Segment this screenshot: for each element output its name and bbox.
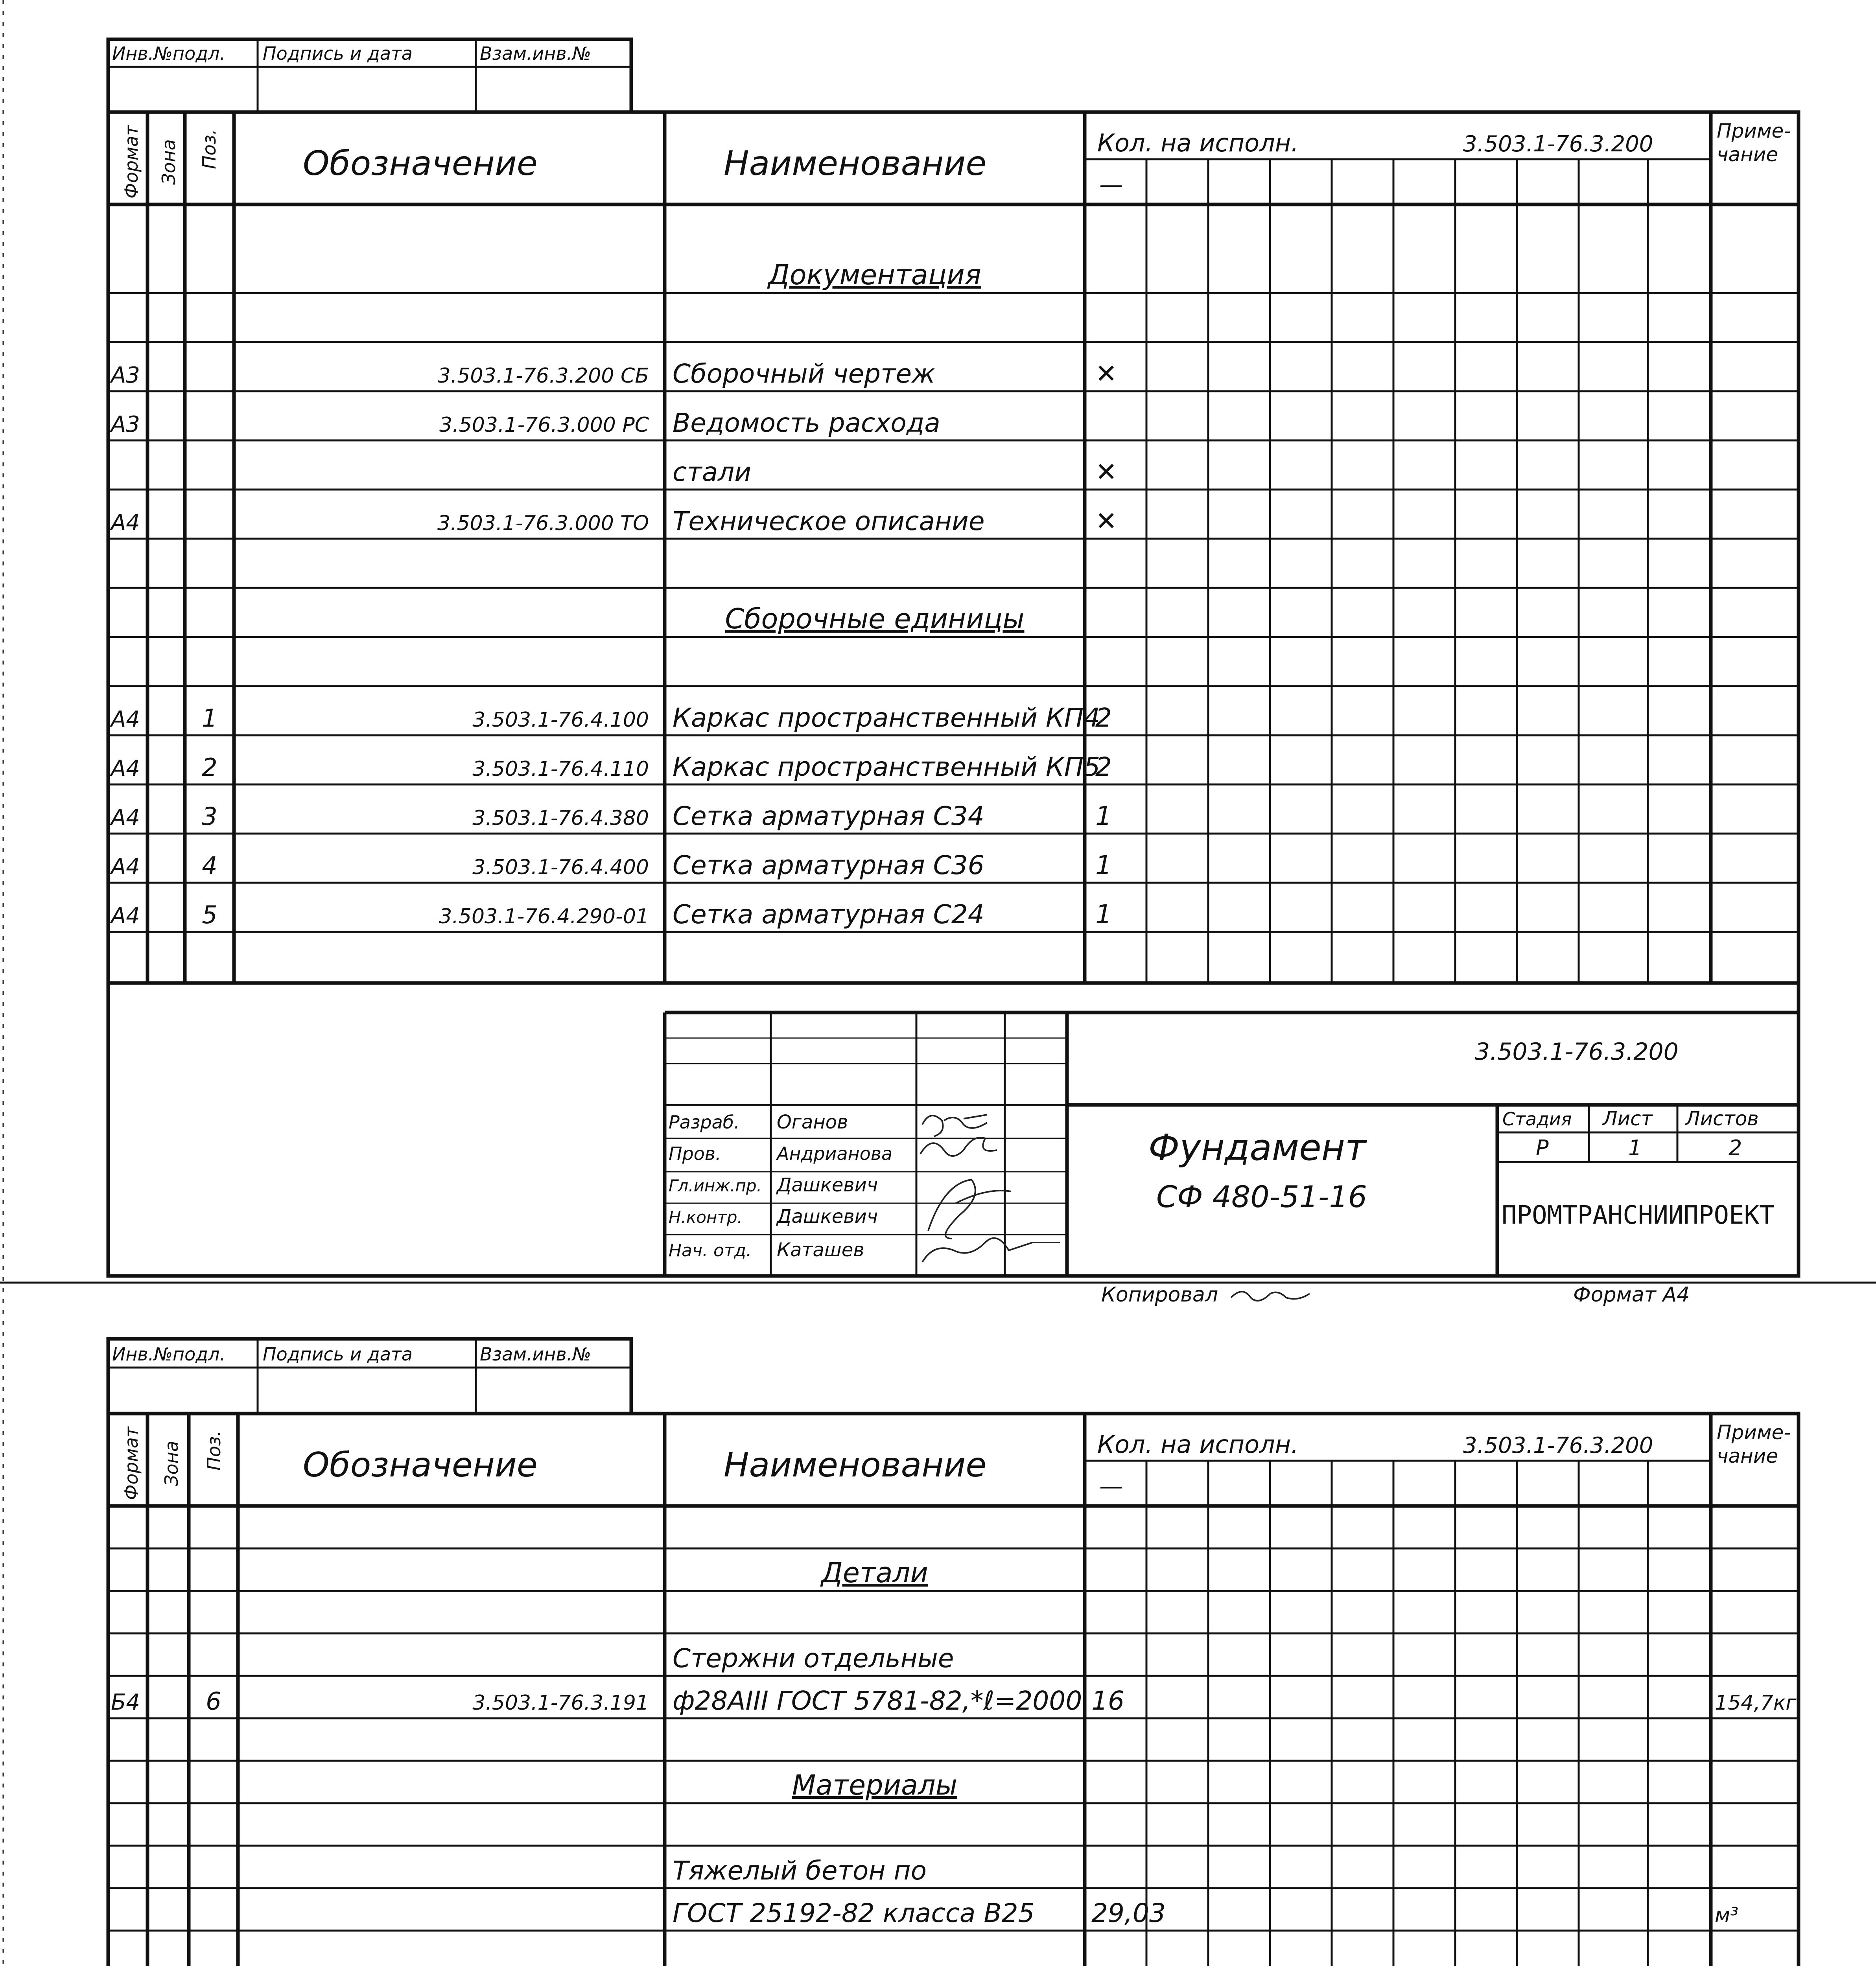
nkontr-label: Н.контр. bbox=[669, 1208, 743, 1227]
sheet-1-title-block bbox=[665, 1012, 1799, 1276]
stamp2-inv-podl: Инв.№подл. bbox=[112, 1344, 226, 1365]
razrab-name: Оганов bbox=[777, 1111, 848, 1133]
header-format: Формат bbox=[121, 125, 142, 199]
row-oboznachenie: 3.503.1-76.4.380 bbox=[472, 806, 649, 830]
row-oboznachenie: 3.503.1-76.3.000 РС bbox=[439, 413, 649, 437]
row-format: А4 bbox=[111, 854, 140, 880]
header2-poz: Поз. bbox=[203, 1430, 225, 1471]
listov-value: 2 bbox=[1729, 1136, 1742, 1160]
signature-oganov bbox=[922, 1115, 987, 1136]
row-naimenovanie: Стержни отдельные bbox=[673, 1643, 954, 1673]
listov-label: Листов bbox=[1685, 1107, 1759, 1130]
row-format: А4 bbox=[111, 756, 140, 781]
title-line-2: СФ 480-51-16 bbox=[1156, 1179, 1367, 1214]
header-primechanie-2: чание bbox=[1717, 143, 1778, 166]
nachotd-name: Каташев bbox=[777, 1239, 864, 1261]
row-naimenovanie: Сетка арматурная С36 bbox=[673, 850, 984, 880]
signature-katashev bbox=[922, 1238, 1060, 1262]
sheet-1 bbox=[108, 39, 1799, 1307]
stamp-vzam-inv: Взам.инв.№ bbox=[480, 43, 592, 64]
row-oboznachenie: 3.503.1-76.4.400 bbox=[472, 856, 649, 879]
row-format: А4 bbox=[111, 707, 140, 732]
nkontr-name: Дашкевич bbox=[777, 1206, 878, 1228]
row-naimenovanie: Каркас пространственный КП5 bbox=[673, 752, 1100, 782]
row-format: А4 bbox=[111, 805, 140, 830]
row-naimenovanie: Тяжелый бетон по bbox=[673, 1856, 927, 1886]
row-poz: 6 bbox=[206, 1687, 221, 1716]
row-naimenovanie: ф28АIII ГОСТ 5781-82,*ℓ=2000 bbox=[673, 1686, 1082, 1716]
row-qty: 29,03 bbox=[1091, 1898, 1166, 1928]
row-oboznachenie: 3.503.1-76.4.290-01 bbox=[439, 905, 649, 928]
row-naimenovanie: Сборочные единицы bbox=[725, 603, 1025, 635]
nachotd-label: Нач. отд. bbox=[669, 1241, 752, 1261]
row-naimenovanie: ГОСТ 25192-82 класса В25 bbox=[673, 1898, 1035, 1928]
row-qty: 16 bbox=[1091, 1686, 1124, 1716]
sheet-2 bbox=[108, 1339, 1845, 1966]
row-oboznachenie: 3.503.1-76.3.000 ТО bbox=[437, 512, 649, 535]
prov-name: Андрианова bbox=[777, 1143, 893, 1164]
kopiroval-signature-1 bbox=[1231, 1292, 1310, 1301]
row-naimenovanie: Детали bbox=[821, 1557, 928, 1589]
stadia-label: Стадия bbox=[1502, 1108, 1572, 1130]
header2-primechanie-2: чание bbox=[1717, 1445, 1778, 1467]
row-qty: 1 bbox=[1095, 850, 1112, 880]
title-code: 3.503.1-76.3.200 bbox=[1475, 1038, 1679, 1066]
row-qty: 2 bbox=[1095, 703, 1112, 733]
header-dash: — bbox=[1099, 171, 1123, 199]
title-line-1: Фундамент bbox=[1148, 1127, 1366, 1169]
list-label: Лист bbox=[1603, 1107, 1653, 1130]
row-qty: 2 bbox=[1095, 752, 1112, 782]
row-poz: 2 bbox=[202, 753, 217, 782]
kopiroval-1: Копировал bbox=[1101, 1283, 1218, 1307]
glinzh-label: Гл.инж.пр. bbox=[669, 1176, 762, 1195]
header-kol-na-ispoln: Кол. на исполн. bbox=[1097, 129, 1299, 157]
row-naimenovanie: Техническое описание bbox=[673, 506, 985, 536]
header-primechanie-1: Приме- bbox=[1717, 120, 1791, 142]
stamp2-podpis-data: Подпись и дата bbox=[263, 1344, 413, 1365]
row-format: А3 bbox=[111, 363, 140, 388]
stamp-podpis-data: Подпись и дата bbox=[263, 43, 413, 64]
header2-kol-code: 3.503.1-76.3.200 bbox=[1463, 1433, 1653, 1458]
sheet-1-rows bbox=[108, 259, 1799, 932]
header-naimenovanie: Наименование bbox=[724, 144, 987, 183]
row-naimenovanie: Ведомость расхода bbox=[673, 408, 940, 438]
row-oboznachenie: 3.503.1-76.4.110 bbox=[472, 757, 649, 781]
row-note: 154,7кг bbox=[1715, 1691, 1797, 1715]
header-poz: Поз. bbox=[199, 129, 220, 169]
row-format: А3 bbox=[111, 412, 140, 437]
header2-format: Формат bbox=[121, 1427, 142, 1500]
row-format: А4 bbox=[111, 903, 140, 929]
row-qty: 1 bbox=[1095, 899, 1112, 930]
row-qty: ✕ bbox=[1095, 359, 1117, 389]
signature-andrianova bbox=[920, 1138, 997, 1156]
stamp-box bbox=[108, 39, 631, 112]
row-naimenovanie: Каркас пространственный КП4 bbox=[673, 703, 1100, 733]
list-value: 1 bbox=[1628, 1136, 1642, 1160]
stamp-inv-podl: Инв.№подл. bbox=[112, 43, 226, 64]
header2-dash: — bbox=[1099, 1473, 1123, 1500]
row-qty: ✕ bbox=[1095, 506, 1117, 536]
header2-primechanie-1: Приме- bbox=[1717, 1421, 1791, 1444]
row-poz: 3 bbox=[202, 802, 217, 831]
row-format: Б4 bbox=[111, 1690, 140, 1715]
prov-label: Пров. bbox=[669, 1143, 721, 1164]
stamp-box-2 bbox=[108, 1339, 631, 1414]
header-oboznachenie: Обозначение bbox=[303, 144, 538, 183]
row-poz: 4 bbox=[202, 851, 217, 880]
row-oboznachenie: 3.503.1-76.3.200 СБ bbox=[437, 364, 649, 388]
header-zona: Зона bbox=[158, 139, 179, 185]
row-note: м³ bbox=[1715, 1903, 1739, 1927]
header2-kol-na-ispoln: Кол. на исполн. bbox=[1097, 1430, 1299, 1459]
signature-dashkevich bbox=[928, 1180, 1011, 1239]
row-naimenovanie: Сетка арматурная С34 bbox=[673, 801, 984, 831]
row-naimenovanie: Сборочный чертеж bbox=[673, 359, 935, 389]
row-naimenovanie: Материалы bbox=[792, 1769, 957, 1801]
row-naimenovanie: Сетка арматурная С24 bbox=[673, 899, 984, 930]
row-qty: ✕ bbox=[1095, 457, 1117, 487]
header-kol-code: 3.503.1-76.3.200 bbox=[1463, 131, 1653, 157]
header2-naimenovanie: Наименование bbox=[724, 1445, 987, 1485]
format-label-1: Формат А4 bbox=[1573, 1283, 1690, 1307]
org-name: ПРОМТРАНСНИИПРОЕКТ bbox=[1502, 1201, 1775, 1230]
row-naimenovanie: стали bbox=[673, 457, 752, 487]
header2-oboznachenie: Обозначение bbox=[303, 1445, 538, 1485]
row-poz: 1 bbox=[202, 704, 217, 733]
row-oboznachenie: 3.503.1-76.3.191 bbox=[472, 1691, 649, 1715]
sheet-2-rows bbox=[108, 1548, 1799, 1931]
row-oboznachenie: 3.503.1-76.4.100 bbox=[472, 708, 649, 732]
header2-zona: Зона bbox=[161, 1441, 182, 1486]
row-format: А4 bbox=[111, 510, 140, 536]
razrab-label: Разраб. bbox=[669, 1112, 740, 1133]
row-poz: 5 bbox=[202, 900, 217, 929]
row-qty: 1 bbox=[1095, 801, 1112, 831]
glinzh-name: Дашкевич bbox=[777, 1174, 878, 1196]
row-naimenovanie: Документация bbox=[768, 259, 981, 291]
stamp2-vzam-inv: Взам.инв.№ bbox=[480, 1344, 592, 1365]
stadia-value: Р bbox=[1536, 1136, 1549, 1160]
